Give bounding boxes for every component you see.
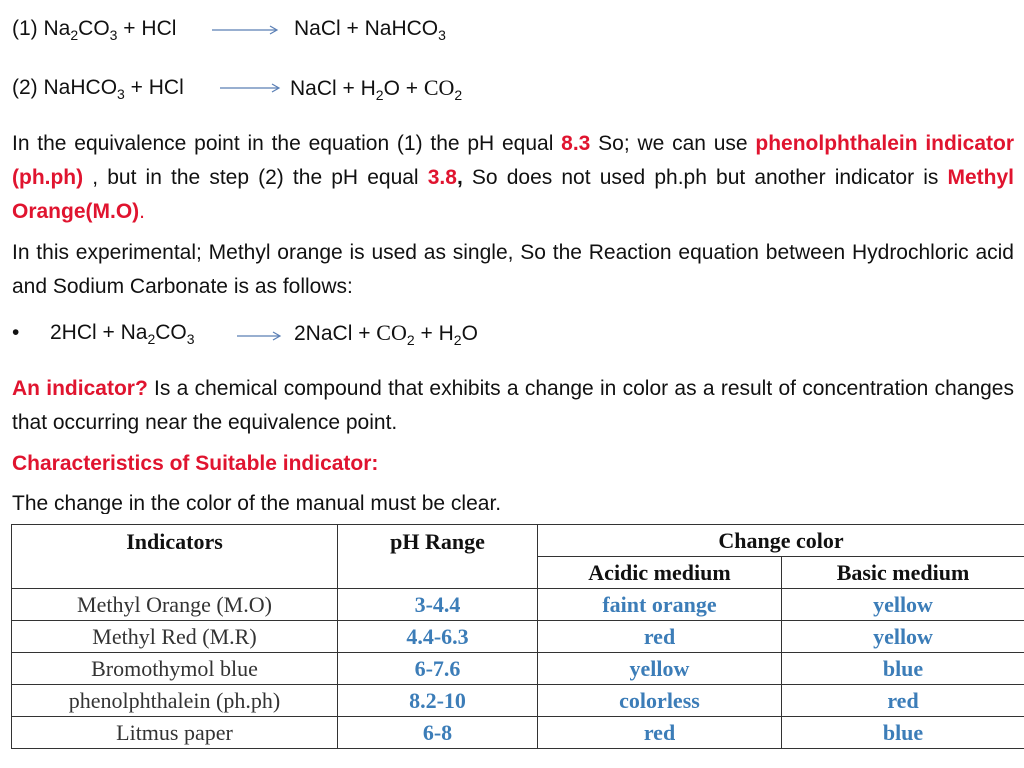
basic-color: yellow bbox=[782, 589, 1024, 621]
equation-1 bbox=[12, 16, 176, 42]
eq2-lhs: NaHCO$_3$ + HCl bbox=[43, 76, 184, 102]
indicator-question-label: An indicator? bbox=[12, 377, 148, 400]
acidic-color: red bbox=[538, 717, 782, 749]
equivalence-paragraph: In the equivalence point in the equation (1) the pH equal 8.3 So; we can use phenolphthalein indicator (ph.ph) , but in the step (2) the pH equal 3.8, So does not used ph.ph but another indicator is Methyl Orange(M.O). bbox=[12, 132, 1014, 223]
bullet-icon: • bbox=[12, 321, 20, 344]
basic-color: yellow bbox=[782, 621, 1024, 653]
header-ph-range: pH Range bbox=[338, 525, 538, 589]
table-row bbox=[12, 621, 1024, 653]
table-row bbox=[12, 653, 1024, 685]
ph-range: 4.4-6.3 bbox=[338, 621, 538, 653]
eq1-arrow-icon bbox=[212, 22, 280, 36]
header-change-color: Change color bbox=[538, 525, 1024, 557]
indicator-name: Litmus paper bbox=[12, 717, 338, 749]
ph-range: 3-4.4 bbox=[338, 589, 538, 621]
basic-color: red bbox=[782, 685, 1024, 717]
indicator-name: Methyl Orange (M.O) bbox=[12, 589, 338, 621]
acidic-color: colorless bbox=[538, 685, 782, 717]
indicator-name: Methyl Red (M.R) bbox=[12, 621, 338, 653]
experimental-paragraph: In this experimental; Methyl orange is used as single, So the Reaction equation between Hydrochloric acid and Sodium Carbonate is as follows: bbox=[12, 241, 1014, 298]
acidic-color: red bbox=[538, 621, 782, 653]
equation-2 bbox=[12, 75, 184, 101]
table-row bbox=[12, 589, 1024, 621]
eq3-arrow-icon bbox=[237, 328, 283, 342]
indicator-name: Bromothymol blue bbox=[12, 653, 338, 685]
table-header-row bbox=[12, 525, 1024, 557]
table-row bbox=[12, 685, 1024, 717]
eq1-lhs: $Na_2CO_3$ + HCl bbox=[43, 17, 177, 43]
eq2-number: (2) bbox=[12, 76, 38, 99]
characteristics-heading: Characteristics of Suitable indicator: bbox=[12, 452, 379, 475]
ph-range: 8.2-10 bbox=[338, 685, 538, 717]
equation-3 bbox=[12, 320, 19, 346]
acidic-color: yellow bbox=[538, 653, 782, 685]
basic-color: blue bbox=[782, 717, 1024, 749]
eq3-lhs: $2HCl + Na_2CO_3$ bbox=[50, 321, 195, 347]
ph-value-8-3: 8.3 bbox=[561, 132, 591, 155]
eq1-rhs: NaCl + NaHCO$_3$ bbox=[294, 17, 446, 43]
indicator-table bbox=[11, 524, 1024, 749]
acidic-color: faint orange bbox=[538, 589, 782, 621]
phenolphthalein-label: phenolphthalein indicator (ph.ph) bbox=[12, 132, 1014, 189]
indicator-name: phenolphthalein (ph.ph) bbox=[12, 685, 338, 717]
ph-range: 6-7.6 bbox=[338, 653, 538, 685]
header-acidic-medium: Acidic medium bbox=[538, 557, 782, 589]
ph-range: 6-8 bbox=[338, 717, 538, 749]
header-basic-medium: Basic medium bbox=[782, 557, 1024, 589]
header-indicators: Indicators bbox=[12, 525, 338, 589]
eq3-rhs: 2NaCl + $CO_2 + H_2O$ bbox=[294, 320, 478, 348]
table-row bbox=[12, 717, 1024, 749]
ph-value-3-8: 3.8 bbox=[427, 166, 457, 189]
basic-color: blue bbox=[782, 653, 1024, 685]
clipped-text-line: The change in the color of the manual must be clear. bbox=[12, 492, 502, 514]
indicator-definition-paragraph: An indicator? Is a chemical compound that exhibits a change in color as a result of concentration changes that occurring near the equivalence point. bbox=[12, 377, 1014, 434]
eq2-arrow-icon bbox=[220, 80, 282, 94]
eq2-rhs: NaCl + $H_2O + CO_2$ bbox=[290, 75, 463, 103]
methyl-orange-label: Methyl Orange(M.O) bbox=[12, 166, 1014, 223]
eq1-number: (1) bbox=[12, 17, 38, 40]
